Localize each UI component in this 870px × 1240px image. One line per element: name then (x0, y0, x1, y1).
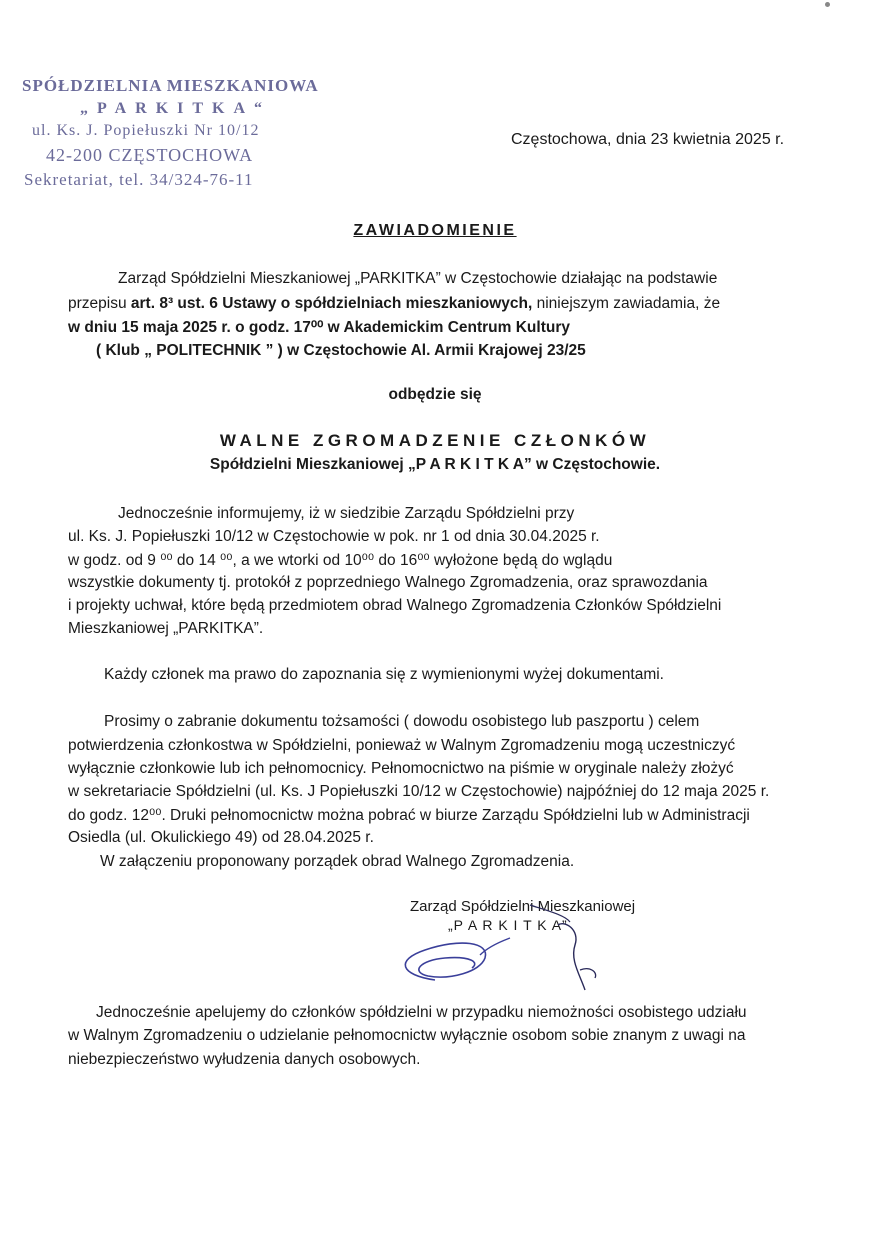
para2-line-6: Mieszkaniowej „PARKITKA”. (68, 620, 264, 637)
handwritten-signature (380, 900, 620, 1000)
intro-line-3: w dniu 15 maja 2025 r. o godz. 17⁰⁰ w Akademickim Centrum Kultury (68, 319, 570, 336)
intro-line-4: ( Klub „ POLITECHNIK ” ) w Częstochowie Al. Armii Krajowej 23/25 (96, 342, 586, 359)
para4-line-2: potwierdzenia członkostwa w Spółdzielni, ponieważ w Walnym Zgromadzeniu mogą uczestniczyć (68, 737, 736, 754)
assembly-subtitle: Spółdzielni Mieszkaniowej „P A R K I T K A” w Częstochowie. (209, 456, 661, 473)
intro-legal-basis: art. 8³ ust. 6 Ustawy o spółdzielniach mieszkaniowych, (130, 295, 533, 312)
para3: Każdy członek ma prawo do zapoznania się z wymienionymi wyżej dokumentami. (104, 666, 664, 683)
document-title: ZAWIADOMIENIE (353, 222, 517, 239)
para4-line-7: W załączeniu proponowany porządek obrad Walnego Zgromadzenia. (100, 853, 575, 870)
scan-speck (825, 2, 830, 7)
para4-line-5: do godz. 12⁰⁰. Druki pełnomocnictw można pobrać w biurze Zarządu Spółdzielni lub w Administracji (68, 807, 750, 824)
date-line: Częstochowa, dnia 23 kwietnia 2025 r. (511, 131, 785, 148)
signature-line-1: Zarząd Spółdzielni Mieszkaniowej (410, 898, 636, 915)
para2-line-5: i projekty uchwał, które będą przedmiotem obrad Walnego Zgromadzenia Członków Spółdzielni (68, 597, 722, 614)
para2-line-4: wszystkie dokumenty tj. protokół z poprzedniego Walnego Zgromadzenia, oraz sprawozdania (68, 574, 708, 591)
intro-line-1: Zarząd Spółdzielni Mieszkaniowej „PARKITKA” w Częstochowie działając na podstawie (118, 270, 718, 287)
stamp-line-1: SPÓŁDZIELNIA MIESZKANIOWA (22, 76, 319, 95)
para4-line-6: Osiedla (ul. Okulickiego 49) od 28.04.2025 r. (68, 829, 374, 846)
para5-line-1: Jednocześnie apelujemy do członków spółdzielni w przypadku niemożności osobistego udziału (96, 1004, 747, 1021)
stamp-line-4: 42-200 CZĘSTOCHOWA (46, 145, 254, 165)
para5-line-3: niebezpieczeństwo wyłudzenia danych osobowych. (68, 1051, 421, 1068)
para2-line-2: ul. Ks. J. Popiełuszki 10/12 w Częstochowie w pok. nr 1 od dnia 30.04.2025 r. (68, 528, 600, 545)
signature-line-2: „P A R K I T K A” (448, 917, 568, 933)
stamp-line-3: ul. Ks. J. Popiełuszki Nr 10/12 (32, 122, 260, 139)
para2-line-3: w godz. od 9 ⁰⁰ do 14 ⁰⁰, a we wtorki od 10⁰⁰ do 16⁰⁰ wyłożone będą do wglądu (68, 552, 613, 569)
intro-line-2-start: przepisu (68, 295, 131, 312)
odbedzie-sie: odbędzie się (388, 386, 482, 403)
intro-line-2-end: niniejszym zawiadamia, że (532, 295, 721, 312)
stamp-line-2: „PARKITKA“ (80, 100, 272, 117)
para4-line-4: w sekretariacie Spółdzielni (ul. Ks. J Popiełuszki 10/12 w Częstochowie) najpóźniej do 12 maja 2025 r. (68, 783, 770, 800)
para2-line-1: Jednocześnie informujemy, iż w siedzibie Zarządu Spółdzielni przy (118, 505, 575, 522)
para5-line-2: w Walnym Zgromadzeniu o udzielanie pełnomocnictw wyłącznie osobom sobie znanym z uwagi na (68, 1027, 746, 1044)
para4-line-3: wyłącznie członkowie lub ich pełnomocnicy. Pełnomocnictwo na piśmie w oryginale należy złożyć (68, 760, 734, 777)
intro-line-2 (68, 295, 720, 313)
stamp-line-5: Sekretariat, tel. 34/324-76-11 (24, 170, 254, 189)
assembly-title: WALNE ZGROMADZENIE CZŁONKÓW (219, 431, 651, 450)
para4-line-1: Prosimy o zabranie dokumentu tożsamości ( dowodu osobistego lub paszportu ) celem (104, 713, 700, 730)
